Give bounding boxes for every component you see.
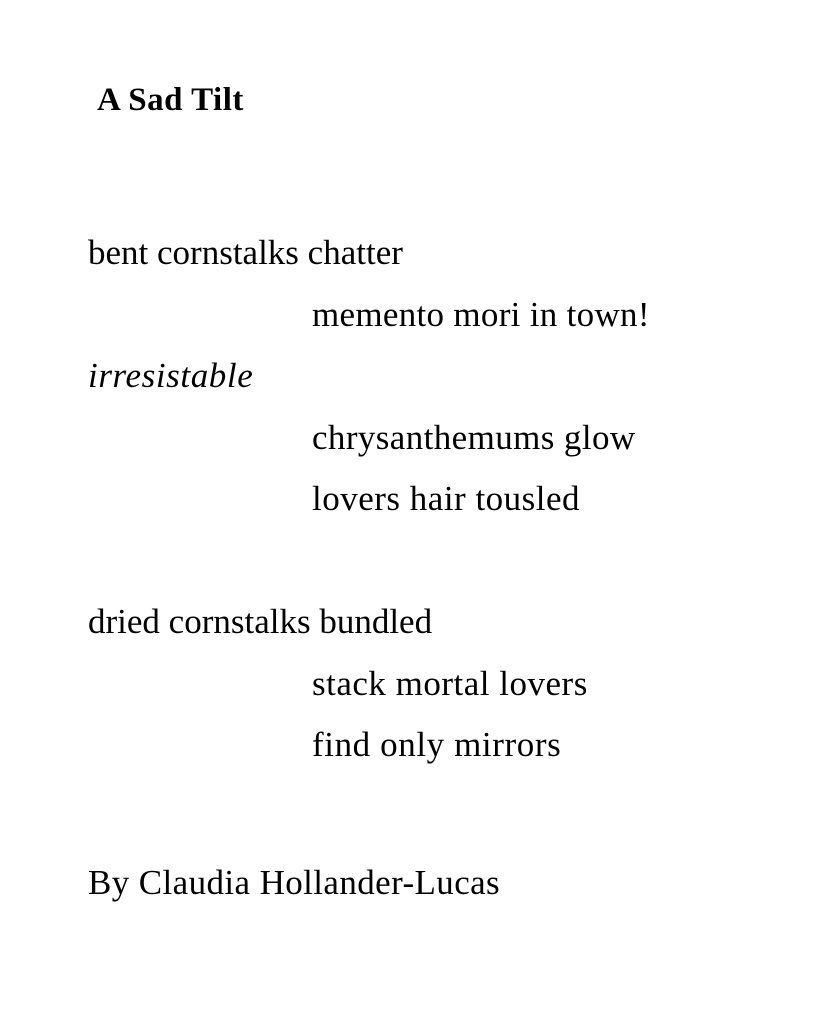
stanza2-line1: dried cornstalks bundled — [88, 602, 433, 641]
stanza2-line3: find only mirrors — [312, 725, 562, 764]
poem-title: A Sad Tilt — [97, 82, 244, 118]
stanza1-line3: irresistable — [88, 356, 254, 395]
stanza1-line4: chrysanthemums glow — [312, 418, 636, 457]
stanza2-line2: stack mortal lovers — [312, 664, 588, 703]
author-byline: By Claudia Hollander-Lucas — [88, 863, 501, 902]
stanza1-line1: bent cornstalks chatter — [88, 233, 403, 272]
stanza1-line5: lovers hair tousled — [312, 479, 581, 518]
stanza1-line2: memento mori in town! — [312, 295, 650, 334]
